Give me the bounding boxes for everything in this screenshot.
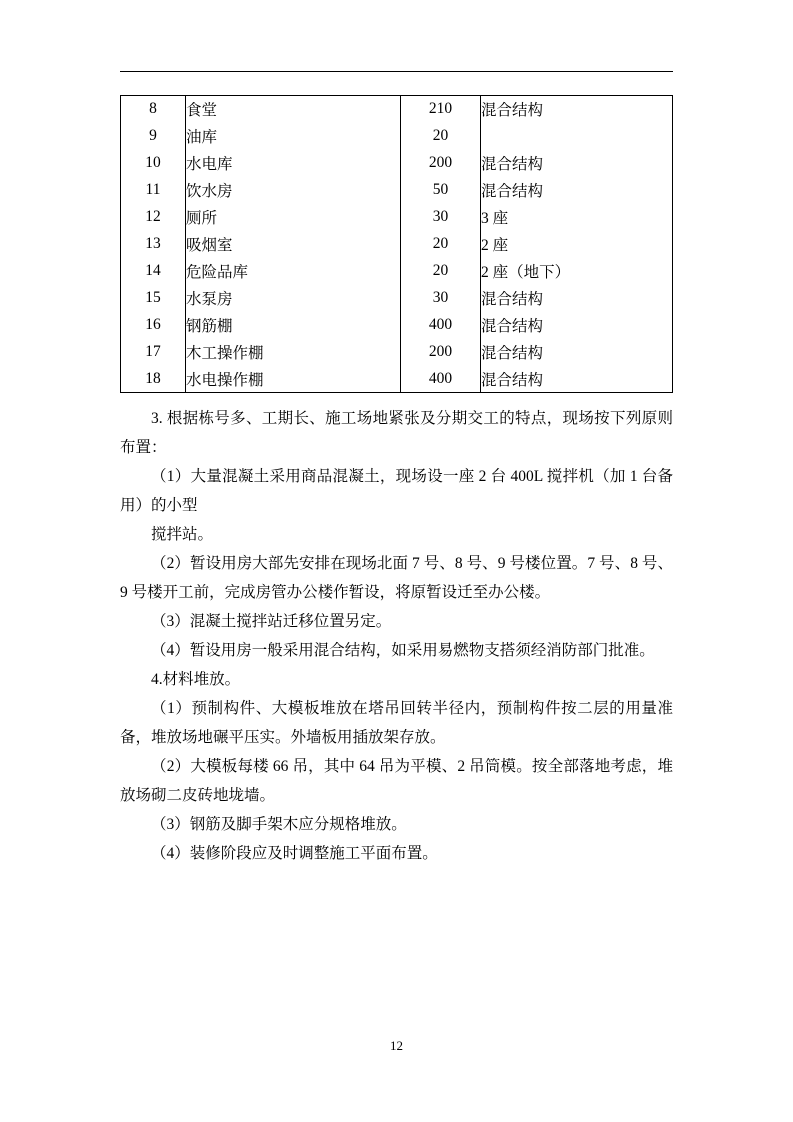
paragraph: （4）装修阶段应及时调整施工平面布置。 bbox=[151, 845, 438, 862]
cell-no: 15 bbox=[121, 285, 186, 312]
paragraph: （1）大量混凝土采用商品混凝土，现场设一座 2 台 400L 搅拌机（加 1 台备用）的小型 bbox=[120, 468, 673, 514]
table-row bbox=[121, 339, 673, 366]
cell-note: 混合结构 bbox=[481, 312, 673, 339]
cell-no: 10 bbox=[121, 150, 186, 177]
table-row bbox=[121, 177, 673, 204]
table-row bbox=[121, 123, 673, 150]
cell-value: 20 bbox=[401, 258, 481, 285]
cell-no: 16 bbox=[121, 312, 186, 339]
content-area bbox=[120, 71, 673, 868]
cell-value: 400 bbox=[401, 312, 481, 339]
cell-no: 12 bbox=[121, 204, 186, 231]
facility-table bbox=[120, 95, 673, 393]
paragraph: （2）暂设用房大部先安排在现场北面 7 号、8 号、9 号楼位置。7 号、8 号、9 号楼开工前，完成房管办公楼作暂设，将原暂设迁至办公楼。 bbox=[120, 555, 673, 601]
cell-name: 水电操作棚 bbox=[186, 366, 401, 393]
header-rule bbox=[120, 71, 673, 72]
cell-note: 3 座 bbox=[481, 204, 673, 231]
table-row bbox=[121, 150, 673, 177]
body-text bbox=[120, 404, 673, 868]
cell-note: 2 座（地下） bbox=[481, 258, 673, 285]
table-row bbox=[121, 96, 673, 123]
cell-value: 400 bbox=[401, 366, 481, 393]
cell-no: 14 bbox=[121, 258, 186, 285]
paragraph: （3）混凝土搅拌站迁移位置另定。 bbox=[151, 613, 392, 630]
paragraph: 4.材料堆放。 bbox=[151, 671, 241, 688]
cell-value: 30 bbox=[401, 285, 481, 312]
paragraph: （2）大模板每楼 66 吊，其中 64 吊为平模、2 吊筒模。按全部落地考虑，堆放场砌二皮砖地垅墙。 bbox=[120, 758, 673, 804]
cell-no: 17 bbox=[121, 339, 186, 366]
cell-name: 危险品库 bbox=[186, 258, 401, 285]
table-row bbox=[121, 204, 673, 231]
paragraph: （1）预制构件、大模板堆放在塔吊回转半径内，预制构件按二层的用量准备，堆放场地碾平压实。外墙板用插放架存放。 bbox=[120, 700, 673, 746]
cell-name: 吸烟室 bbox=[186, 231, 401, 258]
paragraph: 3. 根据栋号多、工期长、施工场地紧张及分期交工的特点，现场按下列原则布置： bbox=[120, 410, 673, 456]
cell-name: 食堂 bbox=[186, 96, 401, 123]
paragraph: 搅拌站。 bbox=[151, 526, 214, 543]
cell-note bbox=[481, 123, 673, 150]
cell-value: 200 bbox=[401, 150, 481, 177]
cell-name: 木工操作棚 bbox=[186, 339, 401, 366]
cell-name: 水电库 bbox=[186, 150, 401, 177]
table-row bbox=[121, 366, 673, 393]
table-row bbox=[121, 231, 673, 258]
cell-value: 50 bbox=[401, 177, 481, 204]
table-row bbox=[121, 258, 673, 285]
cell-no: 18 bbox=[121, 366, 186, 393]
cell-no: 11 bbox=[121, 177, 186, 204]
cell-name: 厕所 bbox=[186, 204, 401, 231]
cell-value: 30 bbox=[401, 204, 481, 231]
cell-note: 混合结构 bbox=[481, 150, 673, 177]
cell-name: 钢筋棚 bbox=[186, 312, 401, 339]
cell-name: 饮水房 bbox=[186, 177, 401, 204]
cell-value: 20 bbox=[401, 123, 481, 150]
cell-note: 2 座 bbox=[481, 231, 673, 258]
cell-value: 200 bbox=[401, 339, 481, 366]
cell-no: 8 bbox=[121, 96, 186, 123]
cell-name: 油库 bbox=[186, 123, 401, 150]
table-row bbox=[121, 312, 673, 339]
page-number: 12 bbox=[390, 1038, 403, 1053]
cell-note: 混合结构 bbox=[481, 285, 673, 312]
cell-note: 混合结构 bbox=[481, 366, 673, 393]
cell-no: 9 bbox=[121, 123, 186, 150]
cell-note: 混合结构 bbox=[481, 177, 673, 204]
table-row bbox=[121, 285, 673, 312]
cell-value: 20 bbox=[401, 231, 481, 258]
cell-value: 210 bbox=[401, 96, 481, 123]
cell-no: 13 bbox=[121, 231, 186, 258]
paragraph: （4）暂设用房一般采用混合结构，如采用易燃物支搭须经消防部门批准。 bbox=[151, 642, 655, 659]
cell-note: 混合结构 bbox=[481, 339, 673, 366]
paragraph: （3）钢筋及脚手架木应分规格堆放。 bbox=[151, 816, 407, 833]
cell-name: 水泵房 bbox=[186, 285, 401, 312]
cell-note: 混合结构 bbox=[481, 96, 673, 123]
